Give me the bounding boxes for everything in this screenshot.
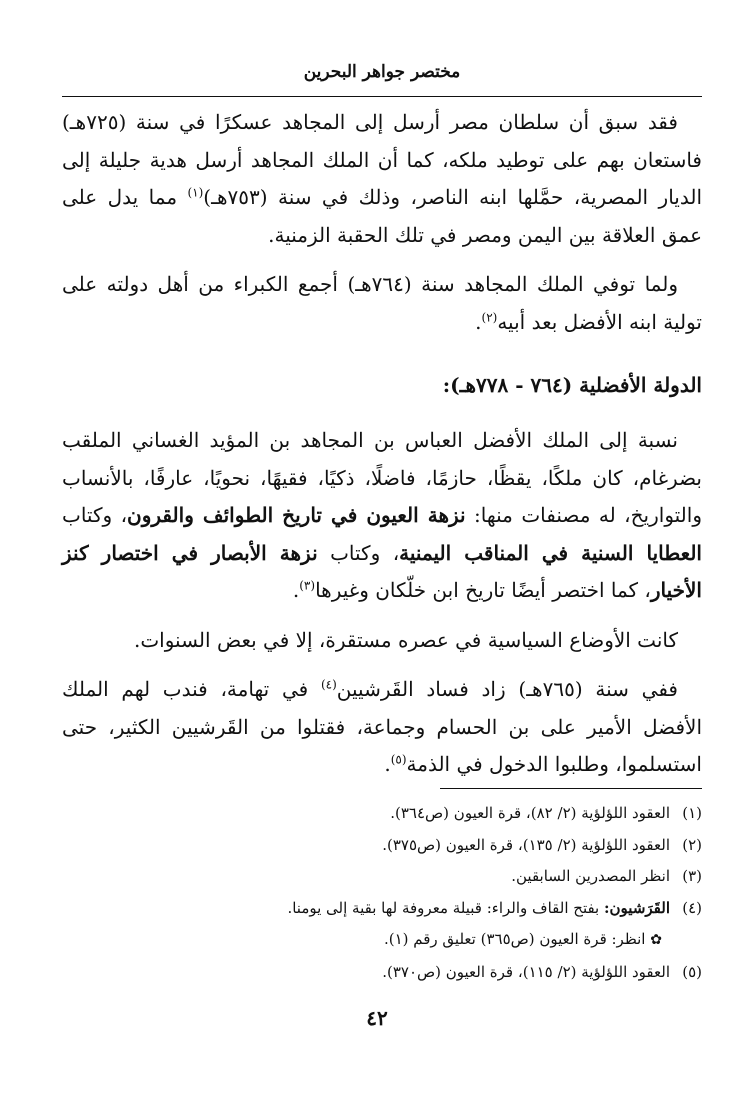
footnote-1-text: العقود اللؤلؤية (٢/ ٨٢)، قرة العيون (ص٣٦٤). [390, 804, 670, 822]
paragraph-1-text: فقد سبق أن سلطان مصر أرسل إلى المجاهد عسكرًا في سنة (٧٢٥هـ) فاستعان بهم على توطيد ملكه، كما أن الملك المجاهد أرسل هدية جليلة إلى الديار المصرية، حمَّلها ابنه الناصر، وذلك في سنة (٧٥٣هـ) [62, 110, 703, 209]
flower-bullet-icon: ✿ [650, 932, 662, 948]
page-number: ٤٢ [366, 1006, 388, 1030]
footnote-2-number: (٢) [682, 835, 702, 854]
footnote-4 [62, 893, 702, 925]
paragraph-5 [62, 671, 702, 784]
footnote-4-subnote [62, 924, 702, 957]
footnote-3-text: انظر المصدرين السابقين. [511, 867, 670, 885]
paragraph-5-text-a: ففي سنة (٧٦٥هـ) زاد فساد القَرشيين [336, 677, 678, 701]
footnote-ref-3: (٣) [299, 578, 316, 593]
header-rule [62, 96, 702, 97]
paragraph-5-text-b: في تهامة، فندب لهم الملك الأفضل الأمير على بن الحسام وجماعة، فقتلوا من القَرشيين الكثير، حتى استسلموا، وطلبوا الدخول في الذمة [62, 677, 702, 776]
footnote-ref-5: (٥) [390, 752, 407, 767]
footnotes [62, 798, 702, 988]
paragraph-3-text-c: ، وكتاب [317, 540, 400, 565]
main-text [62, 104, 702, 796]
paragraph-1 [62, 104, 702, 254]
paragraph-4: كانت الأوضاع السياسية في عصره مستقرة، إلا في بعض السنوات. [133, 627, 678, 652]
paragraph-2-end: . [475, 309, 482, 334]
footnote-4-term: القَرَشيون: [604, 898, 670, 917]
footnote-2-text: العقود اللؤلؤية (٢/ ١٣٥)، قرة العيون (ص٣٧٥). [382, 835, 670, 854]
running-header [62, 62, 702, 94]
footnote-ref-4: (٤) [320, 677, 337, 692]
footnote-5 [62, 957, 702, 989]
footnote-rule [440, 788, 702, 789]
paragraph-3-text-d: ، كما اختصر أيضًا تاريخ ابن خلّكان وغيرها [315, 578, 651, 602]
footnote-5-number: (٥) [682, 962, 702, 981]
paragraph-2 [62, 266, 702, 341]
paragraph-3-text-b: ، وكتاب [62, 503, 128, 527]
book-title-1: نزهة العيون في تاريخ الطوائف والقرون [127, 503, 466, 527]
book-title-3: نزهة الأبصار في اختصار كنز الأخيار [62, 540, 702, 602]
section-heading: الدولة الأفضلية (٧٦٤ - ٧٧٨هـ): [442, 373, 702, 397]
footnote-4-subnote-text: انظر: قرة العيون (ص٣٦٥) تعليق رقم (١). [383, 930, 646, 948]
footnote-4-text: بفتح القاف والراء: قبيلة معروفة لها بقية إلى يومنا. [287, 898, 604, 917]
paragraph-2-text: ولما توفي الملك المجاهد سنة (٧٦٤هـ) أجمع الكبراء من أهل دولته على تولية ابنه الأفضل بعد أبيه [62, 272, 702, 334]
footnote-1-number: (١) [682, 804, 702, 822]
footnote-2 [62, 830, 702, 862]
header-title: مختصر جواهر البحرين [303, 62, 461, 82]
footnote-ref-2: (٢) [481, 309, 498, 324]
paragraph-3 [62, 422, 702, 610]
book-title-2: العطايا السنية في المناقب اليمنية [399, 540, 702, 565]
paragraph-3-text-a: نسبة إلى الملك الأفضل العباس بن المجاهد بن المؤيد الغساني الملقب بضرغام، كان ملكًا، يقظًا، حازمًا، فاضلًا، ذكيًا، فقيهًا، نحويًا، عارفًا، بالأنساب والتواريخ، له مصنفات منها: [62, 428, 702, 527]
paragraph-3-end: . [292, 578, 300, 602]
footnote-5-text: العقود اللؤلؤية (٢/ ١١٥)، قرة العيون (ص٣٧٠). [382, 962, 670, 981]
paragraph-1-end: مما يدل على عمق العلاقة بين اليمن ومصر في تلك الحقبة الزمنية. [62, 185, 702, 247]
footnote-3 [62, 861, 702, 893]
footnote-4-number: (٤) [682, 898, 702, 917]
paragraph-5-end: . [384, 752, 391, 776]
footnote-ref-1: (١) [187, 185, 204, 200]
footnote-3-number: (٣) [682, 867, 702, 885]
footnote-1 [62, 798, 702, 830]
